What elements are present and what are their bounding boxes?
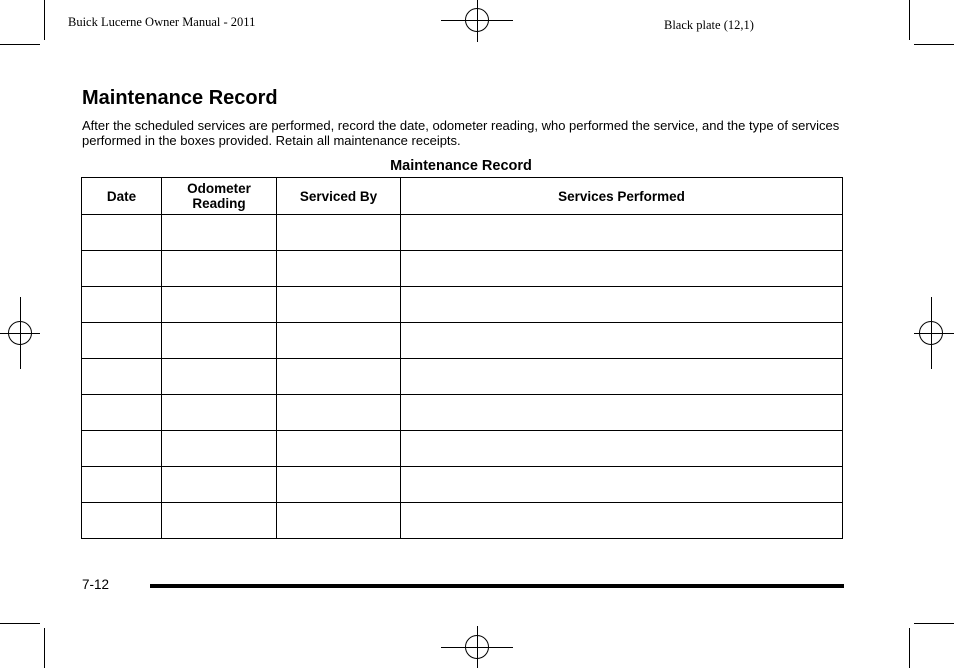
table-cell <box>162 359 277 395</box>
table-cell <box>401 467 843 503</box>
table-cell <box>82 395 162 431</box>
table-header-row <box>82 178 843 215</box>
column-header: Services Performed <box>401 178 843 215</box>
crop-mark <box>909 628 910 668</box>
table-row <box>82 359 843 395</box>
crop-mark <box>0 44 40 45</box>
table-cell <box>277 215 401 251</box>
table-cell <box>401 287 843 323</box>
table-body <box>82 215 843 539</box>
table-cell <box>401 359 843 395</box>
registration-circle <box>465 635 489 659</box>
table-cell <box>401 431 843 467</box>
intro-paragraph: After the scheduled services are performed, record the date, odometer reading, who performed the service, and the type of services performed in the boxes provided. Retain all maintenance receipts. <box>82 118 840 148</box>
table-cell <box>277 359 401 395</box>
manual-title: Buick Lucerne Owner Manual - 2011 <box>68 15 256 29</box>
maintenance-record-table <box>81 177 843 539</box>
table-row <box>82 395 843 431</box>
table-cell <box>162 287 277 323</box>
footer-rule <box>150 584 844 588</box>
table-cell <box>82 359 162 395</box>
table-row <box>82 503 843 539</box>
table-cell <box>82 503 162 539</box>
table-cell <box>162 251 277 287</box>
column-header: Serviced By <box>277 178 401 215</box>
table-row <box>82 287 843 323</box>
table-cell <box>277 287 401 323</box>
registration-circle <box>8 321 32 345</box>
table-cell <box>401 503 843 539</box>
table-cell <box>277 323 401 359</box>
table-row <box>82 251 843 287</box>
column-header: Date <box>82 178 162 215</box>
crop-mark <box>914 623 954 624</box>
table-row <box>82 323 843 359</box>
crop-mark <box>909 0 910 40</box>
table-cell <box>82 467 162 503</box>
crop-mark <box>44 628 45 668</box>
table-row <box>82 431 843 467</box>
table-cell <box>401 323 843 359</box>
table-cell <box>162 395 277 431</box>
table-cell <box>162 323 277 359</box>
table-cell <box>82 323 162 359</box>
table-row <box>82 467 843 503</box>
table-cell <box>162 431 277 467</box>
table-cell <box>162 215 277 251</box>
column-header: Odometer Reading <box>162 178 277 215</box>
crop-mark <box>914 44 954 45</box>
table-cell <box>82 287 162 323</box>
table-caption: Maintenance Record <box>390 158 532 174</box>
table-cell <box>277 503 401 539</box>
table-cell <box>162 467 277 503</box>
table-cell <box>82 431 162 467</box>
section-title: Maintenance Record <box>82 87 278 109</box>
plate-info: Black plate (12,1) <box>664 18 754 32</box>
table-cell <box>82 215 162 251</box>
crop-mark <box>44 0 45 40</box>
table-cell <box>277 467 401 503</box>
table-cell <box>277 431 401 467</box>
table-row <box>82 215 843 251</box>
crop-mark <box>0 623 40 624</box>
table-cell <box>277 251 401 287</box>
registration-circle <box>465 8 489 32</box>
table-cell <box>82 251 162 287</box>
table-cell <box>401 215 843 251</box>
table-cell <box>401 395 843 431</box>
registration-circle <box>919 321 943 345</box>
table-cell <box>277 395 401 431</box>
table-cell <box>162 503 277 539</box>
page-number: 7-12 <box>82 577 110 592</box>
table-cell <box>401 251 843 287</box>
